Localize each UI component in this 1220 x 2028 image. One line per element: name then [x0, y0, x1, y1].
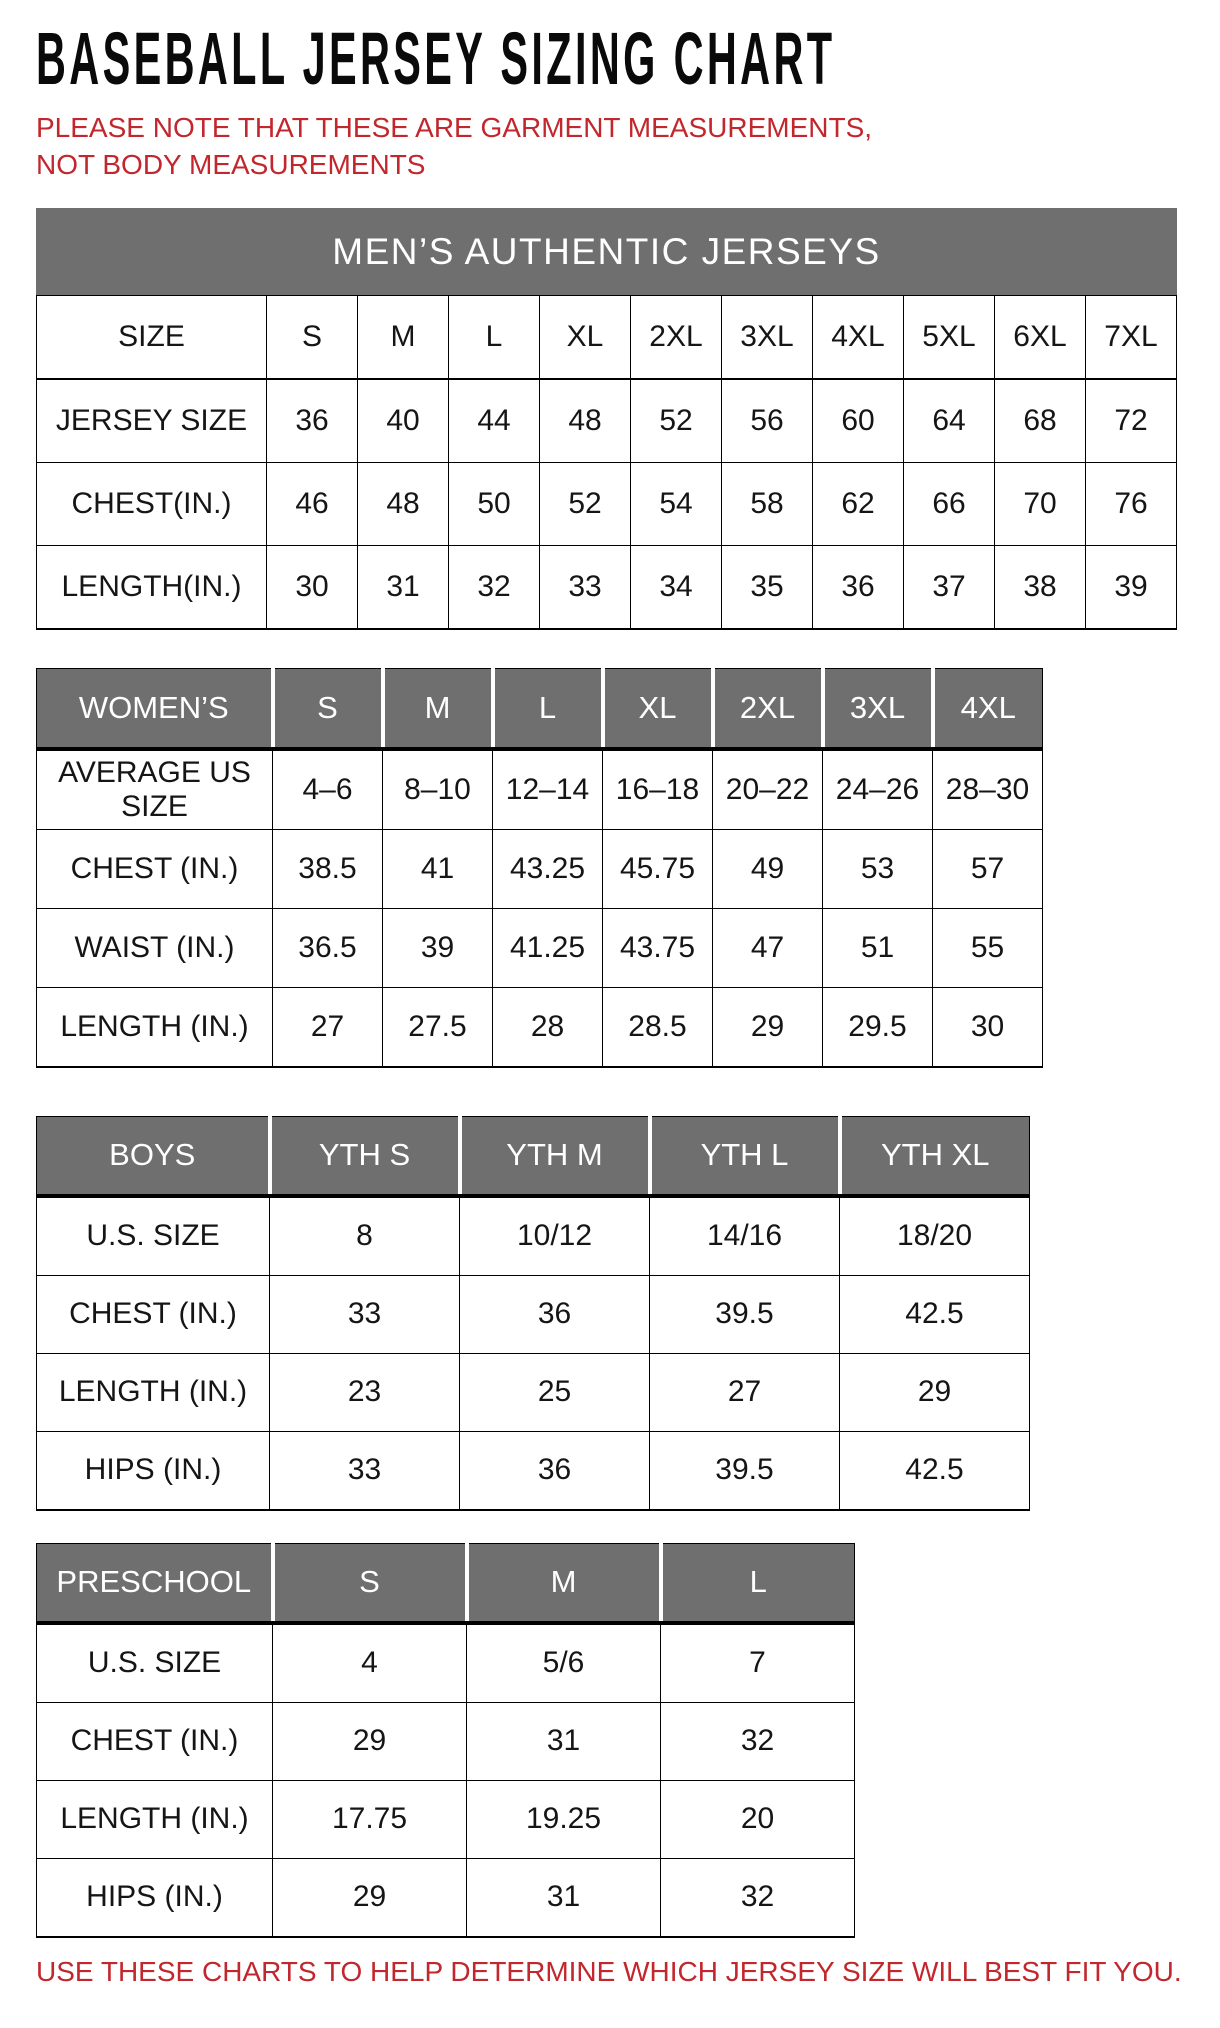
table-cell: 41: [383, 829, 493, 908]
table-cell: 52: [631, 379, 722, 463]
table-cell: 49: [713, 829, 823, 908]
row-label: CHEST (IN.): [37, 1702, 273, 1780]
column-header: YTH L: [650, 1116, 840, 1196]
table-cell: 42.5: [840, 1275, 1030, 1353]
row-label: LENGTH(IN.): [37, 545, 267, 629]
table-cell: 35: [722, 545, 813, 629]
table-cell: 19.25: [467, 1780, 661, 1858]
column-header: 3XL: [823, 668, 933, 749]
table-row: [37, 1275, 1030, 1353]
row-label: LENGTH (IN.): [37, 987, 273, 1067]
table-cell: 28.5: [603, 987, 713, 1067]
page-title: BASEBALL JERSEY SIZING CHART: [36, 17, 836, 100]
table-row: [37, 749, 1043, 830]
table-cell: 57: [933, 829, 1043, 908]
table-cell: 27: [273, 987, 383, 1067]
table-row: [37, 1702, 855, 1780]
table-cell: 8: [270, 1196, 460, 1276]
column-header: 3XL: [722, 295, 813, 379]
table-cell: 39.5: [650, 1431, 840, 1510]
table-cell: 64: [904, 379, 995, 463]
row-label: CHEST (IN.): [37, 1275, 270, 1353]
table-cell: 20: [661, 1780, 855, 1858]
table-cell: 30: [933, 987, 1043, 1067]
table-cell: 33: [270, 1431, 460, 1510]
table-cell: 39.5: [650, 1275, 840, 1353]
table-row: [37, 987, 1043, 1067]
table-cell: 44: [449, 379, 540, 463]
column-header: S: [267, 295, 358, 379]
table-cell: 17.75: [273, 1780, 467, 1858]
table-cell: 24–26: [823, 749, 933, 830]
fit-advice-note: USE THESE CHARTS TO HELP DETERMINE WHICH JERSEY SIZE WILL BEST FIT YOU.: [36, 1955, 1182, 1987]
table-cell: 25: [460, 1353, 650, 1431]
column-header: YTH M: [460, 1116, 650, 1196]
row-label: AVERAGE US SIZE: [37, 749, 273, 830]
row-label: U.S. SIZE: [37, 1623, 273, 1703]
table-cell: 48: [358, 462, 449, 545]
column-header: L: [449, 295, 540, 379]
table-cell: 38.5: [273, 829, 383, 908]
table-cell: 34: [631, 545, 722, 629]
table-cell: 36.5: [273, 908, 383, 987]
row-label: WAIST (IN.): [37, 908, 273, 987]
table-row: [37, 1858, 855, 1937]
row-label: HIPS (IN.): [37, 1431, 270, 1510]
table-cell: 41.25: [493, 908, 603, 987]
table-cell: 18/20: [840, 1196, 1030, 1276]
header-row: [37, 1116, 1030, 1196]
table-cell: 32: [661, 1858, 855, 1937]
table-cell: 36: [267, 379, 358, 463]
table-cell: 38: [995, 545, 1086, 629]
table-cell: 23: [270, 1353, 460, 1431]
row-label: U.S. SIZE: [37, 1196, 270, 1276]
column-header: 5XL: [904, 295, 995, 379]
table-cell: 27: [650, 1353, 840, 1431]
table-row: [37, 908, 1043, 987]
table-row: [37, 379, 1177, 463]
table-cell: 31: [467, 1702, 661, 1780]
column-header: XL: [603, 668, 713, 749]
table-cell: 39: [1086, 545, 1177, 629]
table-cell: 8–10: [383, 749, 493, 830]
table-cell: 16–18: [603, 749, 713, 830]
table-cell: 28: [493, 987, 603, 1067]
table-cell: 4–6: [273, 749, 383, 830]
table-cell: 40: [358, 379, 449, 463]
table-cell: 68: [995, 379, 1086, 463]
row-label: CHEST (IN.): [37, 829, 273, 908]
table-cell: 4: [273, 1623, 467, 1703]
header-label: BOYS: [37, 1116, 270, 1196]
column-header: 4XL: [813, 295, 904, 379]
table-cell: 47: [713, 908, 823, 987]
table-row: [37, 462, 1177, 545]
column-header: XL: [540, 295, 631, 379]
column-header: M: [383, 668, 493, 749]
row-label: HIPS (IN.): [37, 1858, 273, 1937]
table-cell: 32: [661, 1702, 855, 1780]
table-row: [37, 545, 1177, 629]
table-cell: 42.5: [840, 1431, 1030, 1510]
table-cell: 72: [1086, 379, 1177, 463]
table-cell: 29: [840, 1353, 1030, 1431]
column-header: S: [273, 668, 383, 749]
column-header: YTH S: [270, 1116, 460, 1196]
table-cell: 29: [713, 987, 823, 1067]
table-cell: 36: [813, 545, 904, 629]
column-header: YTH XL: [840, 1116, 1030, 1196]
table-row: [37, 829, 1043, 908]
womens-sizing-table: [36, 668, 1043, 1068]
header-row: [37, 1543, 855, 1623]
column-header: 4XL: [933, 668, 1043, 749]
table-cell: 10/12: [460, 1196, 650, 1276]
table-row: [37, 1196, 1030, 1276]
table-cell: 55: [933, 908, 1043, 987]
table-cell: 33: [270, 1275, 460, 1353]
table-cell: 46: [267, 462, 358, 545]
header-label: SIZE: [37, 295, 267, 379]
table-cell: 29: [273, 1702, 467, 1780]
table-banner-label: MEN’S AUTHENTIC JERSEYS: [37, 208, 1177, 295]
column-header: L: [661, 1543, 855, 1623]
table-cell: 53: [823, 829, 933, 908]
table-cell: 36: [460, 1431, 650, 1510]
table-cell: 51: [823, 908, 933, 987]
table-cell: 52: [540, 462, 631, 545]
table-banner: [37, 208, 1177, 295]
table-cell: 43.25: [493, 829, 603, 908]
table-cell: 62: [813, 462, 904, 545]
header-row: [37, 295, 1177, 379]
table-cell: 14/16: [650, 1196, 840, 1276]
column-header: L: [493, 668, 603, 749]
preschool-sizing-table: [36, 1543, 855, 1938]
boys-sizing-table: [36, 1116, 1030, 1511]
table-cell: 39: [383, 908, 493, 987]
table-cell: 5/6: [467, 1623, 661, 1703]
mens-sizing-table: [36, 208, 1177, 630]
column-header: M: [467, 1543, 661, 1623]
table-cell: 70: [995, 462, 1086, 545]
table-cell: 28–30: [933, 749, 1043, 830]
table-cell: 29: [273, 1858, 467, 1937]
row-label: LENGTH (IN.): [37, 1780, 273, 1858]
table-cell: 37: [904, 545, 995, 629]
column-header: 2XL: [631, 295, 722, 379]
row-label: CHEST(IN.): [37, 462, 267, 545]
table-cell: 54: [631, 462, 722, 545]
table-row: [37, 1623, 855, 1703]
garment-measurements-note: PLEASE NOTE THAT THESE ARE GARMENT MEASUREMENTS, NOT BODY MEASUREMENTS: [36, 112, 873, 180]
column-header: 6XL: [995, 295, 1086, 379]
table-cell: 31: [358, 545, 449, 629]
table-cell: 58: [722, 462, 813, 545]
table-cell: 56: [722, 379, 813, 463]
table-cell: 43.75: [603, 908, 713, 987]
header-label: PRESCHOOL: [37, 1543, 273, 1623]
table-cell: 20–22: [713, 749, 823, 830]
table-cell: 76: [1086, 462, 1177, 545]
table-row: [37, 1780, 855, 1858]
column-header: 2XL: [713, 668, 823, 749]
table-cell: 7: [661, 1623, 855, 1703]
header-label: WOMEN’S: [37, 668, 273, 749]
table-cell: 12–14: [493, 749, 603, 830]
table-cell: 32: [449, 545, 540, 629]
row-label: JERSEY SIZE: [37, 379, 267, 463]
column-header: 7XL: [1086, 295, 1177, 379]
table-cell: 66: [904, 462, 995, 545]
table-cell: 36: [460, 1275, 650, 1353]
table-cell: 50: [449, 462, 540, 545]
table-row: [37, 1431, 1030, 1510]
column-header: S: [273, 1543, 467, 1623]
row-label: LENGTH (IN.): [37, 1353, 270, 1431]
column-header: M: [358, 295, 449, 379]
table-cell: 33: [540, 545, 631, 629]
table-cell: 30: [267, 545, 358, 629]
table-cell: 31: [467, 1858, 661, 1937]
table-cell: 45.75: [603, 829, 713, 908]
table-cell: 27.5: [383, 987, 493, 1067]
table-cell: 29.5: [823, 987, 933, 1067]
header-row: [37, 668, 1043, 749]
table-cell: 48: [540, 379, 631, 463]
table-cell: 60: [813, 379, 904, 463]
table-row: [37, 1353, 1030, 1431]
